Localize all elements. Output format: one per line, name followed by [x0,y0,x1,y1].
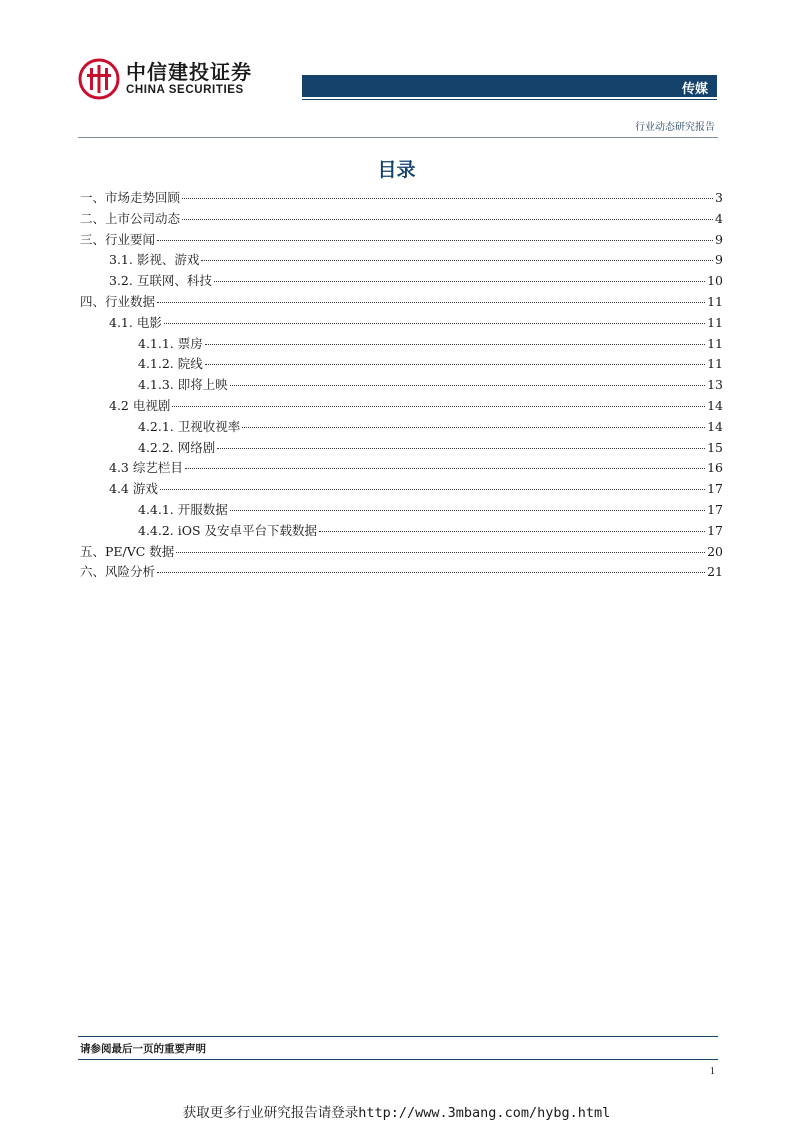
toc-entry-label: 4.2.2. 网络剧 [138,439,216,455]
toc-entry-label: 4.4.2. iOS 及安卓平台下载数据 [138,522,318,538]
toc-leader-dots [182,197,713,199]
toc-leader-dots [160,488,705,490]
toc-entry-label: 4.2.1. 卫视收视率 [138,418,241,434]
toc-entry-page: 20 [707,543,723,559]
toc-leader-dots [205,363,705,365]
toc-entry[interactable] [80,188,723,209]
china-securities-logo-icon [78,58,120,100]
report-type: 行业动态研究报告 [635,122,715,133]
toc-entry-page: 3 [715,190,723,205]
toc-entry-label: 二、上市公司动态 [80,210,181,226]
toc-entry[interactable] [80,542,723,563]
toc-leader-dots [230,509,705,511]
toc-entry-label: 4.1.1. 票房 [138,335,203,351]
toc-leader-dots [157,239,713,241]
toc-title: 目录 [377,159,416,181]
toc-entry[interactable] [80,313,723,334]
toc-entry[interactable] [80,479,723,500]
toc-entry-page: 17 [707,481,723,497]
toc-leader-dots [182,218,713,220]
toc-entry[interactable] [80,396,723,417]
toc-leader-dots [205,343,705,345]
table-of-contents [80,188,723,583]
toc-entry[interactable] [80,562,723,583]
toc-leader-dots [176,551,705,553]
toc-entry[interactable] [80,250,723,271]
footer-divider-lower [78,1059,718,1060]
toc-entry[interactable] [80,354,723,375]
toc-entry-label: 五、PE/VC 数据 [80,543,175,559]
toc-entry[interactable] [80,458,723,479]
toc-entry-label: 六、风险分析 [80,564,156,580]
toc-entry-page: 14 [707,418,723,434]
toc-entry-page: 10 [707,273,723,289]
toc-entry-label: 4.1. 电影 [109,314,162,330]
toc-entry-label: 4.2 电视剧 [109,397,171,413]
toc-entry-page: 11 [707,335,723,351]
toc-entry-page: 15 [707,439,723,455]
toc-entry[interactable] [80,334,723,355]
toc-entry[interactable] [80,209,723,230]
toc-entry-page: 14 [707,397,723,413]
toc-leader-dots [185,467,705,469]
toc-entry-label: 4.1.2. 院线 [138,356,203,372]
toc-entry-page: 11 [707,293,723,309]
toc-entry-label: 4.3 综艺栏目 [109,460,183,476]
toc-leader-dots [214,280,705,282]
toc-leader-dots [217,447,705,449]
toc-entry[interactable] [80,417,723,438]
toc-entry-page: 16 [707,460,723,476]
logo-english-name: CHINA SECURITIES [126,84,244,96]
toc-leader-dots [319,530,705,532]
header-divider-lower [78,137,718,138]
toc-entry-page: 11 [707,356,723,372]
logo-chinese-name: 中信建投证券 [126,60,252,84]
toc-entry-page: 9 [715,231,723,247]
toc-entry-label: 一、市场走势回顾 [80,190,181,205]
toc-leader-dots [230,384,705,386]
toc-entry-page: 21 [707,564,723,580]
toc-entry-label: 3.2. 互联网、科技 [109,273,212,289]
toc-leader-dots [172,405,705,407]
toc-entry[interactable] [80,292,723,313]
toc-entry-page: 11 [707,314,723,330]
toc-entry-page: 17 [707,501,723,517]
toc-entry-label: 4.1.3. 即将上映 [138,377,228,393]
toc-entry[interactable] [80,271,723,292]
toc-entry[interactable] [80,500,723,521]
toc-entry-page: 17 [707,522,723,538]
disclaimer-note: 请参阅最后一页的重要声明 [80,1043,206,1055]
footer-divider [78,1036,718,1037]
toc-entry-page: 13 [707,377,723,393]
toc-entry[interactable] [80,438,723,459]
page-number: 1 [709,1066,715,1077]
header-bar [302,75,717,97]
toc-entry-label: 三、行业要闻 [80,231,156,247]
toc-entry[interactable] [80,375,723,396]
toc-leader-dots [157,301,705,303]
toc-leader-dots [242,426,705,428]
toc-leader-dots [157,571,705,573]
toc-entry-label: 4.4 游戏 [109,481,158,497]
toc-leader-dots [164,322,705,324]
toc-entry[interactable] [80,230,723,251]
toc-entry-page: 4 [715,210,723,226]
toc-entry-page: 9 [715,252,723,268]
toc-leader-dots [201,259,713,261]
toc-entry[interactable] [80,521,723,542]
toc-entry-label: 4.4.1. 开服数据 [138,501,228,517]
toc-entry-label: 四、行业数据 [80,293,156,309]
header-divider [302,99,717,100]
company-logo [78,58,252,100]
toc-entry-label: 3.1. 影视、游戏 [109,252,200,268]
sector-label: 传媒 [681,82,708,97]
promo-link-text[interactable]: 获取更多行业研究报告请登录http://www.3mbang.com/hybg.html [182,1105,611,1121]
